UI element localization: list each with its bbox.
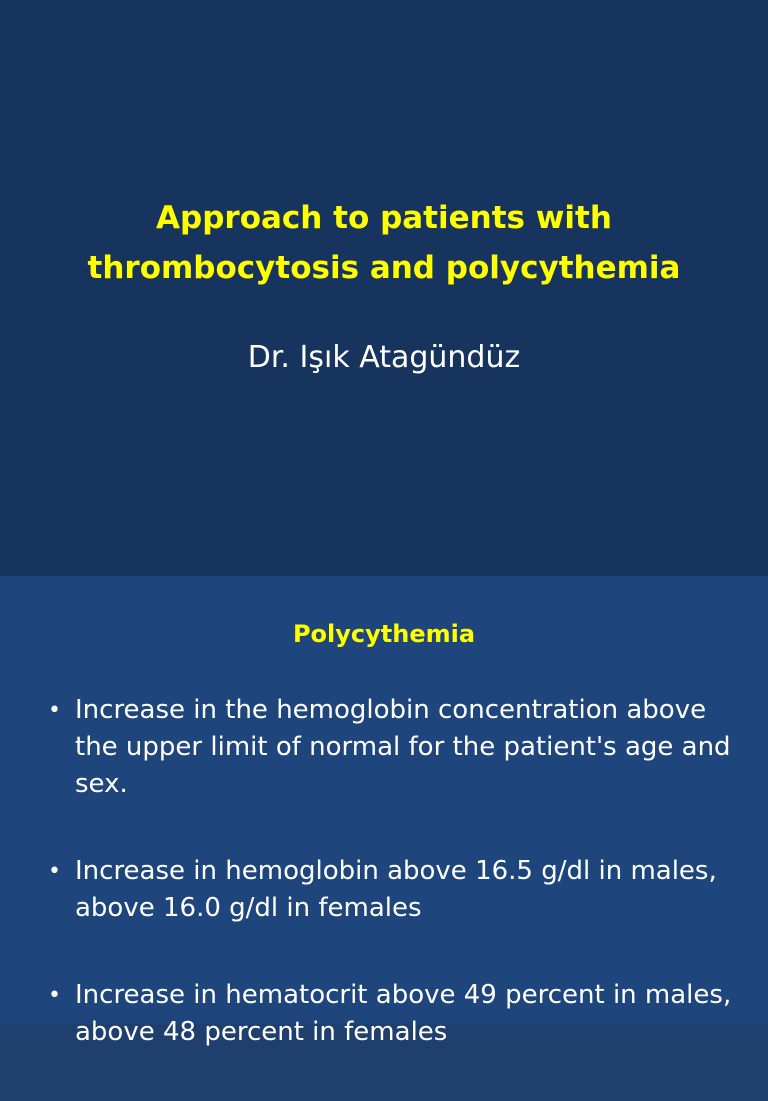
bullet-icon: •: [48, 859, 61, 884]
section-title: Polycythemia: [292, 620, 476, 648]
bullet-text: Increase in the hemoglobin concentration above the upper limit of normal for the patient's age and sex.: [75, 695, 731, 799]
bullet-item: [46, 853, 746, 927]
slide-title: [0, 193, 768, 293]
bullet-text: Increase in hematocrit above 49 percent in males, above 48 percent in females: [75, 980, 732, 1047]
bullet-text: Increase in hemoglobin above 16.5 g/dl in males, above 16.0 g/dl in females: [75, 856, 717, 923]
bullet-icon: •: [48, 698, 61, 723]
content-slide: [0, 576, 768, 1047]
bullet-list: [46, 692, 746, 1101]
slide-title-line-1: Approach to patients with: [156, 200, 612, 236]
bullet-item: [46, 692, 746, 803]
bullet-item: [46, 977, 746, 1051]
author-name: Dr. Işık Atagündüz: [247, 340, 521, 375]
bullet-icon: •: [48, 983, 61, 1008]
slide-title-line-2: thrombocytosis and polycythemia: [87, 250, 681, 286]
